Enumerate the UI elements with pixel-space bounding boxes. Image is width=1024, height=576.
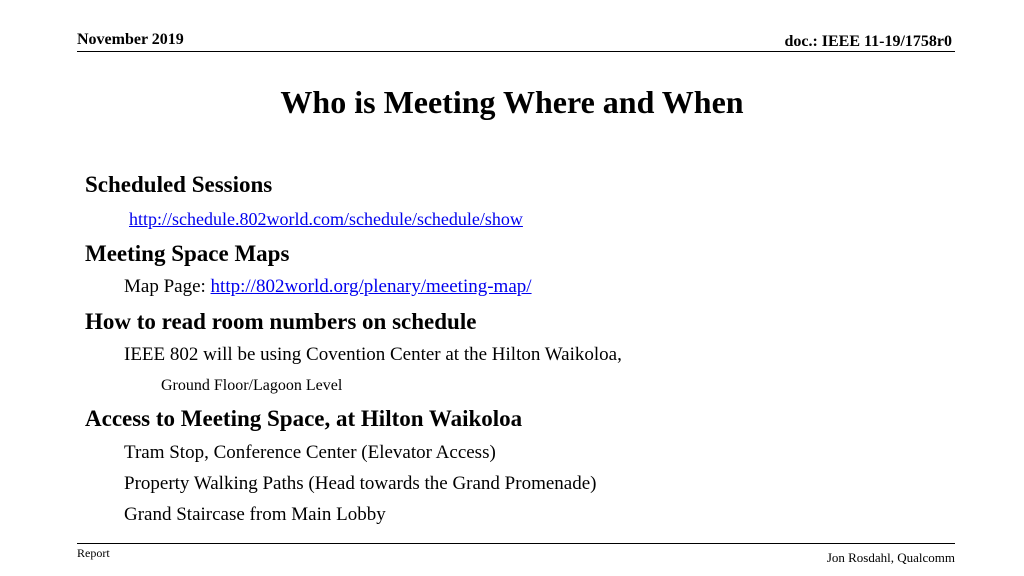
room-numbers-text: IEEE 802 will be using Covention Center at the Hilton Waikoloa, xyxy=(124,344,622,365)
header-date: November 2019 xyxy=(77,31,184,48)
heading-scheduled-sessions: Scheduled Sessions xyxy=(85,172,273,197)
footer-author: Jon Rosdahl, Qualcomm xyxy=(826,550,955,565)
room-numbers-subtext: Ground Floor/Lagoon Level xyxy=(161,377,343,394)
map-page-row xyxy=(124,276,532,298)
header-doc-id: doc.: IEEE 11-19/1758r0 xyxy=(784,33,952,50)
heading-room-numbers: How to read room numbers on schedule xyxy=(85,309,477,334)
map-page-label: Map Page: xyxy=(124,276,211,297)
access-item: Grand Staircase from Main Lobby xyxy=(124,504,386,525)
access-item: Property Walking Paths (Head towards the Grand Promenade) xyxy=(124,473,597,494)
footer-divider xyxy=(77,543,955,544)
schedule-link-row xyxy=(129,209,523,230)
schedule-link[interactable]: http://schedule.802world.com/schedule/schedule/show xyxy=(129,209,523,229)
map-page-link[interactable]: http://802world.org/plenary/meeting-map/ xyxy=(210,276,532,297)
header-divider xyxy=(77,51,955,52)
footer-report-label: Report xyxy=(77,546,110,560)
heading-access: Access to Meeting Space, at Hilton Waikoloa xyxy=(85,406,523,431)
slide-title: Who is Meeting Where and When xyxy=(280,84,744,120)
heading-meeting-space-maps: Meeting Space Maps xyxy=(85,241,290,266)
access-item: Tram Stop, Conference Center (Elevator Access) xyxy=(124,442,496,463)
